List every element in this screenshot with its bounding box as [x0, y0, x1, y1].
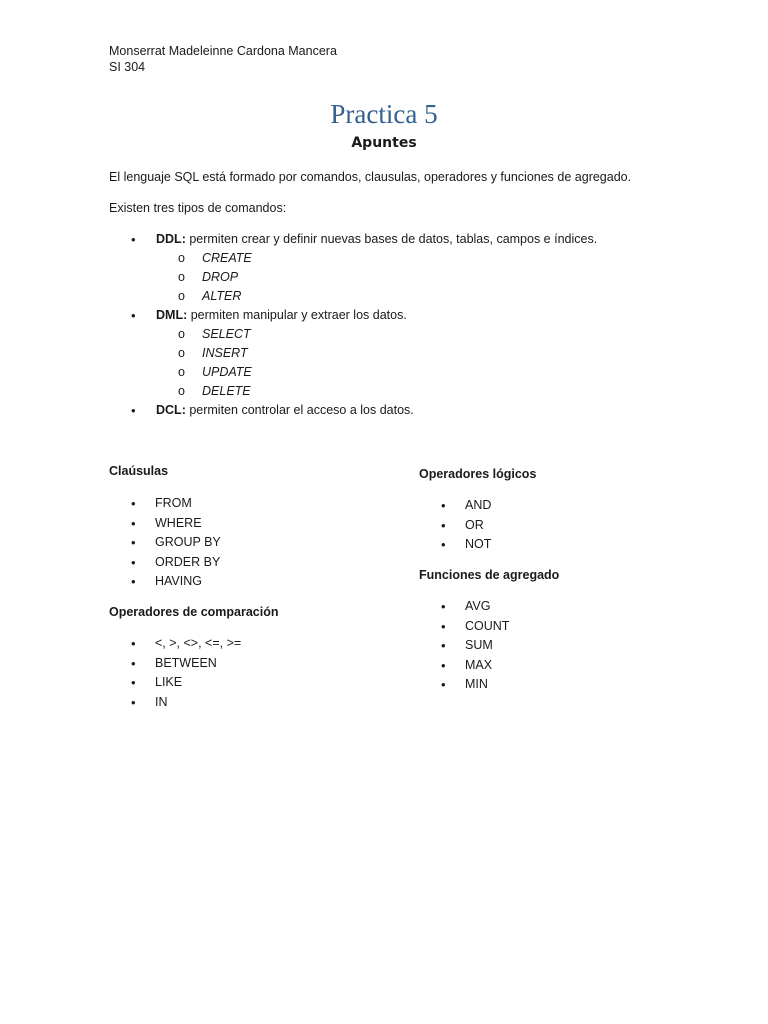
command-name: DDL: — [156, 232, 186, 246]
command-name: DCL: — [156, 403, 186, 417]
sub-list-item — [109, 382, 669, 401]
bullet-icon: • — [131, 655, 136, 671]
sub-item-text: CREATE — [202, 251, 252, 265]
bullet-icon: • — [441, 677, 446, 693]
sub-list-item — [109, 287, 669, 306]
section-title-clausulas: Claúsulas — [109, 464, 169, 478]
bullet-icon: • — [441, 638, 446, 654]
author-header — [109, 43, 337, 75]
bullet-icon: • — [131, 496, 136, 511]
command-desc: permiten manipular y extraer los datos. — [187, 308, 407, 322]
group-label: SI 304 — [109, 60, 146, 74]
bullet-icon: • — [441, 599, 446, 614]
bullet-icon: • — [131, 636, 136, 651]
circle-bullet-icon: o — [178, 346, 185, 360]
author-name: Monserrat Madeleinne Cardona Mancera — [109, 44, 337, 58]
intro-paragraph: El lenguaje SQL está formado por comandos, clausulas, operadores y funciones de agregado. — [109, 170, 632, 184]
sub-item-text: UPDATE — [202, 365, 252, 379]
sub-item-text: ALTER — [202, 289, 242, 303]
sub-list-item — [109, 363, 669, 382]
commands-list — [109, 230, 669, 420]
list-item-ddl — [109, 230, 669, 249]
bullet-icon: • — [441, 537, 446, 553]
sub-item-text: DROP — [202, 270, 239, 284]
circle-bullet-icon: o — [178, 384, 185, 398]
sub-list-item — [109, 268, 669, 287]
page-title: Practica 5 — [330, 99, 438, 129]
circle-bullet-icon: o — [178, 251, 185, 265]
bullet-icon: • — [131, 554, 136, 570]
bullet-icon: • — [441, 498, 446, 513]
bullet-icon: • — [131, 515, 136, 531]
section-title-comparacion: Operadores de comparación — [109, 605, 279, 619]
list-item-dcl — [109, 401, 669, 420]
bullet-icon: • — [131, 574, 136, 590]
sub-item-text: INSERT — [202, 346, 248, 360]
sub-list-item — [109, 249, 669, 268]
command-desc: permiten crear y definir nuevas bases de datos, tablas, campos e índices. — [185, 232, 598, 246]
list-item-dml — [109, 306, 669, 325]
bullet-icon: • — [131, 308, 136, 323]
commands-intro: Existen tres tipos de comandos: — [109, 201, 287, 215]
document-page: Monserrat Madeleinne Cardona Mancera SI 304 Practica 5 Apuntes El lenguaje SQL está formado por comandos, clausulas, operadores y funciones de agregado. Existen tres tipos de comandos: • DDL: permiten crear y definir nuevas bases de datos, tablas, campos e índices. o CREATE o DROP o ALTER • DML: permiten manipular y extraer los datos. o SELECT o INSERT o UPDATE o DELETE • DCL: permiten controlar el acceso a los datos. Claúsulas • FROM • WHERE • GROUP BY • ORDER BY • HAVING Operadores de comparación • <, >, <>, <=, >= • BETWEEN • LIKE • IN Operadores lógicos • AND • OR • NOT Funciones de agregado • AVG • COUNT • SUM • MAX • MIN — [0, 0, 768, 1024]
command-desc: permiten controlar el acceso a los datos. — [185, 403, 414, 417]
sub-list-item — [109, 344, 669, 363]
bullet-icon: • — [131, 675, 136, 691]
sub-list-item — [109, 325, 669, 344]
bullet-icon: • — [441, 517, 446, 533]
command-name: DML: — [156, 308, 188, 322]
sub-item-text: DELETE — [202, 384, 251, 398]
bullet-icon: • — [131, 694, 136, 710]
section-title-agregado: Funciones de agregado — [419, 568, 560, 582]
bullet-icon: • — [131, 403, 136, 418]
bullet-icon: • — [441, 657, 446, 673]
bullet-icon: • — [441, 618, 446, 634]
bullet-icon: • — [131, 232, 136, 247]
circle-bullet-icon: o — [178, 289, 185, 303]
page-subtitle: Apuntes — [351, 135, 417, 151]
section-title-logicos: Operadores lógicos — [419, 467, 537, 481]
bullet-icon: • — [131, 535, 136, 551]
circle-bullet-icon: o — [178, 270, 185, 284]
circle-bullet-icon: o — [178, 365, 185, 379]
circle-bullet-icon: o — [178, 327, 185, 341]
sub-item-text: SELECT — [202, 327, 251, 341]
